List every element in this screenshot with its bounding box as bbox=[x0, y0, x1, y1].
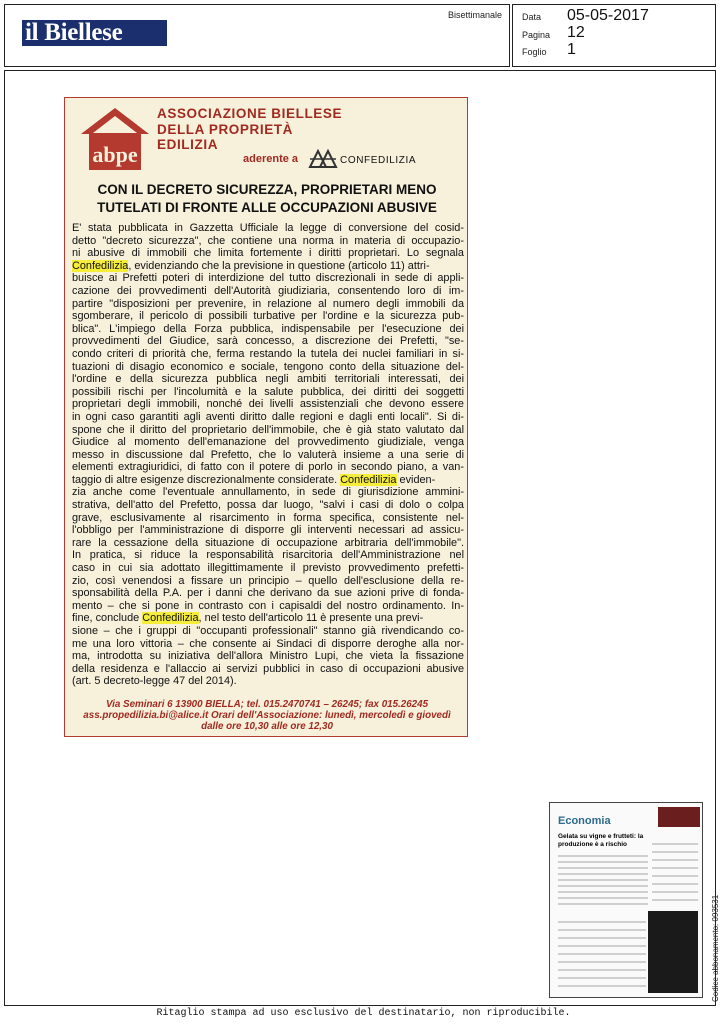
article-line: Giudice al momento dell'emanazione del provvedimento giudiziale, venga bbox=[72, 436, 464, 449]
thumbnail-text-line bbox=[558, 977, 646, 979]
confedilizia-logo-icon bbox=[308, 147, 338, 171]
thumbnail-text-line bbox=[652, 859, 698, 861]
thumbnail-text-line bbox=[652, 883, 698, 885]
article-line: grave, esclusivamente al risarcimento in forma specifica, consistente nel- bbox=[72, 511, 464, 524]
article-line: Confedilizia, evidenziando che la previsione in questione (articolo 11) attri- bbox=[72, 259, 430, 272]
article-line: messo in discussione dal Prefetto, che lo valuterà insieme a una serie di bbox=[72, 448, 464, 461]
date-label: Data bbox=[522, 12, 542, 22]
article-line: proprietari degli immobili, nonché dei livelli assistenziali che devono essere bbox=[72, 398, 464, 411]
thumbnail-text-line bbox=[558, 969, 646, 971]
article-line: blica". L'impiego della Forza pubblica, indispensabile per l'esecuzione dei bbox=[72, 322, 464, 335]
article-line: sione – che i gruppi di "occupanti professionali" stanno già rivendicando co- bbox=[72, 625, 464, 637]
thumbnail-text-line bbox=[558, 885, 648, 887]
thumbnail-text-line bbox=[558, 855, 648, 857]
article-line: tuazioni di disagio economico e sociale, tengono conto della situazione del- bbox=[72, 360, 464, 373]
thumbnail-text-line bbox=[558, 953, 646, 955]
article-line: provvedimenti del Giudice, sarà concesso, a discrezione dei Prefetti, "se- bbox=[72, 335, 464, 348]
thumbnail-text-line bbox=[652, 851, 698, 853]
sheet-value: 1 bbox=[567, 41, 576, 58]
thumbnail-text-line bbox=[558, 903, 648, 905]
article-line: sponsabilità della P.A. per i danni che derivano da sue azioni prive di fonda- bbox=[72, 587, 464, 600]
article-line: possibili rischi per l'incolumità e la salute pubblica, dei diritti dei soggetti bbox=[72, 385, 464, 398]
thumbnail-text-line bbox=[558, 861, 648, 863]
date-value: 05-05-2017 bbox=[567, 7, 649, 24]
thumbnail-dark-ad bbox=[648, 911, 698, 993]
sheet-label: Foglio bbox=[522, 47, 547, 57]
thumbnail-ad-image bbox=[658, 807, 700, 827]
thumbnail-text-line bbox=[558, 985, 646, 987]
article-clipping bbox=[64, 97, 468, 737]
thumbnail-text-line bbox=[558, 929, 646, 931]
thumbnail-text-line bbox=[558, 921, 646, 923]
article-line: ma, introdotta su iniziativa dell'allora Ministro Lupi, che vieta la fissazione bbox=[72, 650, 464, 663]
thumbnail-text-line bbox=[558, 961, 646, 963]
article-line: condo criteri di priorità che, ferma restando la tutela dei nuclei familiari in si- bbox=[72, 347, 464, 360]
article-line: (art. 5 decreto-legge 47 del 2014). bbox=[72, 675, 237, 688]
article-body bbox=[72, 222, 464, 688]
article-line: rare la cessazione della situazione di occupazione arbitraria dell'immobile". bbox=[72, 536, 464, 549]
article-line: mento – che si pone in contrasto con i capisaldi del nostro ordinamento. In- bbox=[72, 599, 464, 612]
article-line: In pratica, si riduce la responsabilità risarcitoria dell'Amministrazione nel bbox=[72, 549, 464, 562]
thumbnail-text-line bbox=[558, 867, 648, 869]
highlighted-word: Confedilizia bbox=[340, 473, 397, 486]
article-line: zio, così venendosi a fissare un principio – quello dell'esclusione della re- bbox=[72, 574, 464, 587]
article-line: l'obbligo per l'amministrazione di disporre gli interventi necessari ad assicu- bbox=[72, 524, 464, 537]
thumbnail-text-line bbox=[558, 897, 648, 899]
abpe-house-logo bbox=[79, 106, 151, 172]
article-line: sgomberare, il pericolo di possibili turbative per l'ordine e la sicurezza pub- bbox=[72, 310, 464, 323]
thumbnail-section-title: Economia bbox=[558, 815, 611, 827]
thumbnail-text-line bbox=[558, 945, 646, 947]
article-line: fine, conclude Confedilizia, nel testo dell'articolo 11 è presente una previ- bbox=[72, 612, 424, 625]
article-line: buisce ai Prefetti poteri di interdizione del tutto discrezionali in sede di appli- bbox=[72, 272, 464, 285]
thumbnail-headline: Gelata su vigne e frutteti: la produzione è a rischio bbox=[558, 833, 644, 848]
abpe-logo-text: abpe bbox=[92, 142, 138, 167]
article-line: taggio di altre esigenze discrezionalmente considerate. Confedilizia eviden- bbox=[72, 473, 436, 486]
thumbnail-text-line bbox=[652, 875, 698, 877]
thumbnail-text-line bbox=[558, 873, 648, 875]
association-name: ASSOCIAZIONE BIELLESE DELLA PROPRIETÀ EDILIZIA bbox=[157, 106, 343, 152]
footer-disclaimer: Ritaglio stampa ad uso esclusivo del destinatario, non riproducibile. bbox=[156, 1008, 571, 1019]
article-line: caso in cui sia adottato illegittimamente il previsto provvedimento prefetti- bbox=[72, 562, 464, 575]
thumbnail-text-line bbox=[652, 843, 698, 845]
article-headline: CON IL DECRETO SICUREZZA, PROPRIETARI MENO TUTELATI DI FRONTE ALLE OCCUPAZIONI ABUSIVE bbox=[97, 182, 437, 215]
article-line: l'ordine e della sicurezza pubblica negli ambiti territoriali interessati, dei bbox=[72, 373, 464, 386]
subscription-code: Codice abbonamento: 093531 bbox=[711, 894, 720, 1002]
article-line: E' stata pubblicata in Gazzetta Ufficiale la legge di conversione del cosid- bbox=[72, 222, 464, 234]
article-line: della residenza e l'allaccio ai servizi pubblici in caso di occupazioni abusive bbox=[72, 662, 464, 675]
article-line: zia anche come l'eventuale annullamento, in sede di giurisdizione ammini- bbox=[72, 486, 464, 499]
article-line: me una loro vittoria – che consente ai Sindaci di disporre deroghe alla nor- bbox=[72, 637, 464, 650]
article-line: in ogni caso garantiti agli aventi diritto dalle regioni e dagli enti locali". Si di- bbox=[72, 410, 464, 423]
thumbnail-text-line bbox=[652, 899, 698, 901]
article-line: cazione dei provvedimenti dell'Autorità giudiziaria, consentendo loro di im- bbox=[72, 284, 464, 297]
association-contacts: Via Seminari 6 13900 BIELLA; tel. 015.2470741 – 26245; fax 015.26245 ass.propedilizia.bi@alice.it Orari dell'Associazione: lunedì, mercoledì e giovedì dalle ore 10,30 alle ore 12,30 bbox=[83, 699, 451, 732]
page-value: 12 bbox=[567, 24, 585, 41]
page-label: Pagina bbox=[522, 30, 551, 40]
thumbnail-text-line bbox=[652, 867, 698, 869]
thumbnail-text-line bbox=[558, 891, 648, 893]
article-line: spone che il diritto del proprietario dell'immobile, che è già stato valutato dal bbox=[72, 423, 464, 436]
thumbnail-text-line bbox=[558, 879, 648, 881]
article-line: elementi extragiuridici, di fatto con il potere di porlo in secondo piano, a van- bbox=[72, 461, 464, 474]
page-thumbnail bbox=[549, 802, 703, 998]
thumbnail-text-line bbox=[558, 937, 646, 939]
highlighted-word: Confedilizia bbox=[72, 259, 129, 272]
aderente-label: aderente a bbox=[243, 153, 299, 165]
article-line: detto "decreto sicurezza", che contiene una norma in materia di occupazio- bbox=[72, 234, 464, 247]
article-line: partire "disposizioni per prevenire, in relazione al numero degli immobili da bbox=[72, 297, 464, 310]
article-line: ni abusive di immobili che limita fortemente i diritti proprietari. Lo segnala bbox=[72, 247, 464, 260]
confedilizia-logo-text: CONFEDILIZIA bbox=[340, 155, 417, 166]
thumbnail-text-line bbox=[652, 891, 698, 893]
highlighted-word: Confedilizia bbox=[142, 612, 199, 625]
periodicity-label: Bisettimanale bbox=[448, 10, 503, 20]
article-line: strativa, dell'atto del Prefetto, possa dar luogo, "salvi i casi di dolo o colpa bbox=[72, 499, 464, 512]
newspaper-logo: il Biellese bbox=[22, 20, 167, 46]
